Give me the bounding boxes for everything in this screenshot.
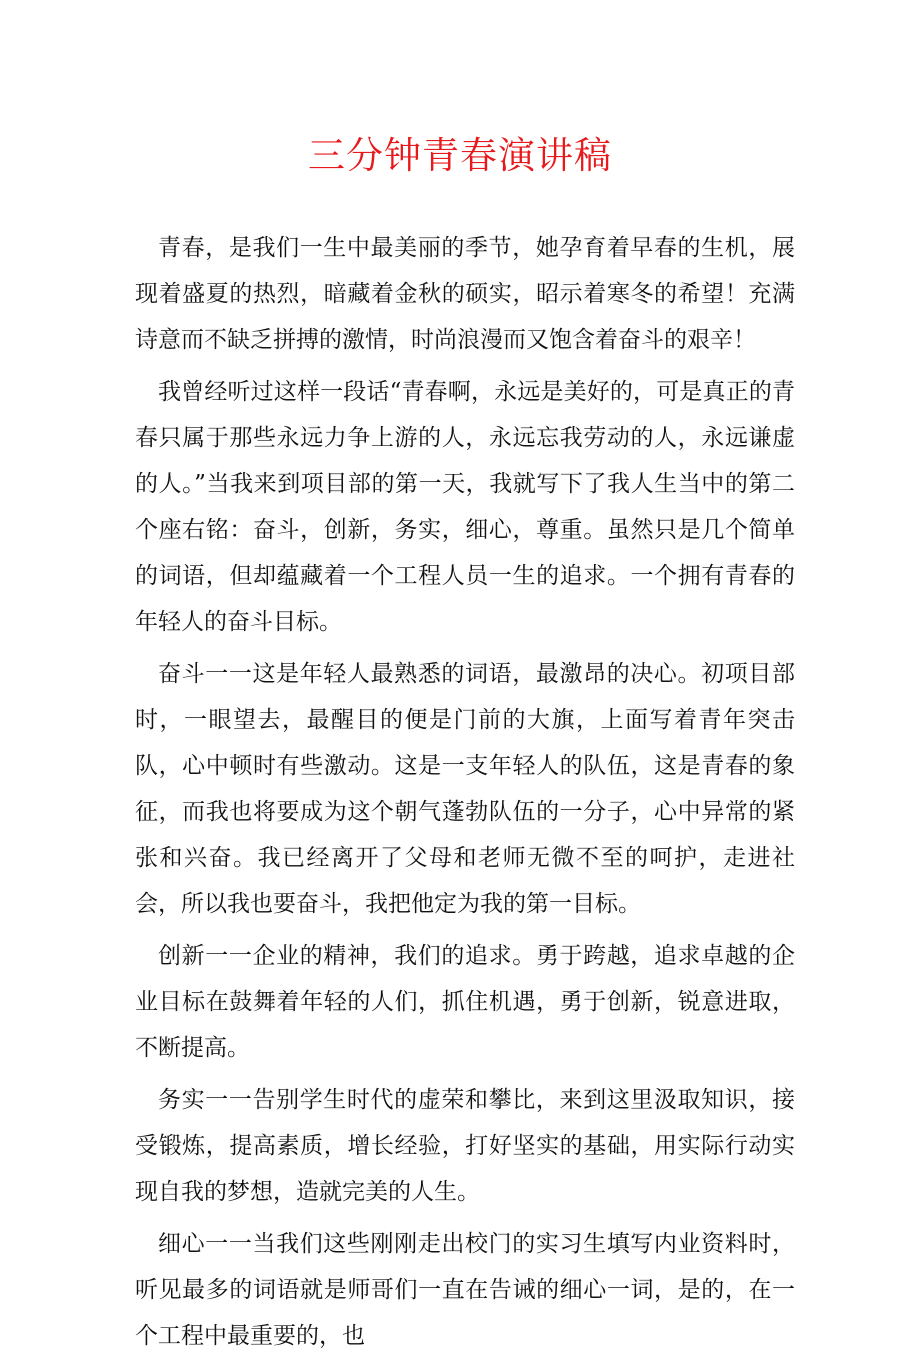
paragraph-1: 青春，是我们一生中最美丽的季节，她孕育着早春的生机，展现着盛夏的热烈，暗藏着金秋的硕实，昭示着寒冬的希望！充满诗意而不缺乏拼搏的激情，时尚浪漫而又饱含着奋斗的艰辛！	[135, 235, 795, 353]
paragraph-6: 细心一一当我们这些刚刚走出校门的实习生填写内业资料时，听见最多的词语就是师哥们一直在告诫的细心一词，是的，在一个工程中最重要的，也	[135, 1231, 795, 1349]
paragraph-5: 务实一一告别学生时代的虚荣和攀比，来到这里汲取知识，接受锻炼，提高素质，增长经验，打好坚实的基础，用实际行动实现自我的梦想，造就完美的人生。	[135, 1087, 795, 1205]
paragraph-2: 我曾经听过这样一段话“青春啊，永远是美好的，可是真正的青春只属于那些永远力争上游的人，永远忘我劳动的人，永远谦虚的人。”当我来到项目部的第一天，我就写下了我人生当中的第二个座右铭：奋斗，创新，务实，细心，尊重。虽然只是几个简单的词语，但却蕴藏着一个工程人员一生的追求。一个拥有青春的年轻人的奋斗目标。	[135, 379, 795, 635]
paragraph-3: 奋斗一一这是年轻人最熟悉的词语，最激昂的决心。初项目部时，一眼望去，最醒目的便是门前的大旗，上面写着青年突击队，心中顿时有些激动。这是一支年轻人的队伍，这是青春的象征，而我也将要成为这个朝气蓬勃队伍的一分子，心中异常的紧张和兴奋。我已经离开了父母和老师无微不至的呵护，走进社会，所以我也要奋斗，我把他定为我的第一目标。	[135, 661, 795, 917]
page-title: 三分钟青春演讲稿	[308, 134, 612, 177]
paragraph-4: 创新一一企业的精神，我们的追求。勇于跨越，追求卓越的企业目标在鼓舞着年轻的人们，抓住机遇，勇于创新，锐意进取，不断提高。	[135, 943, 795, 1061]
document-body	[135, 225, 795, 1365]
